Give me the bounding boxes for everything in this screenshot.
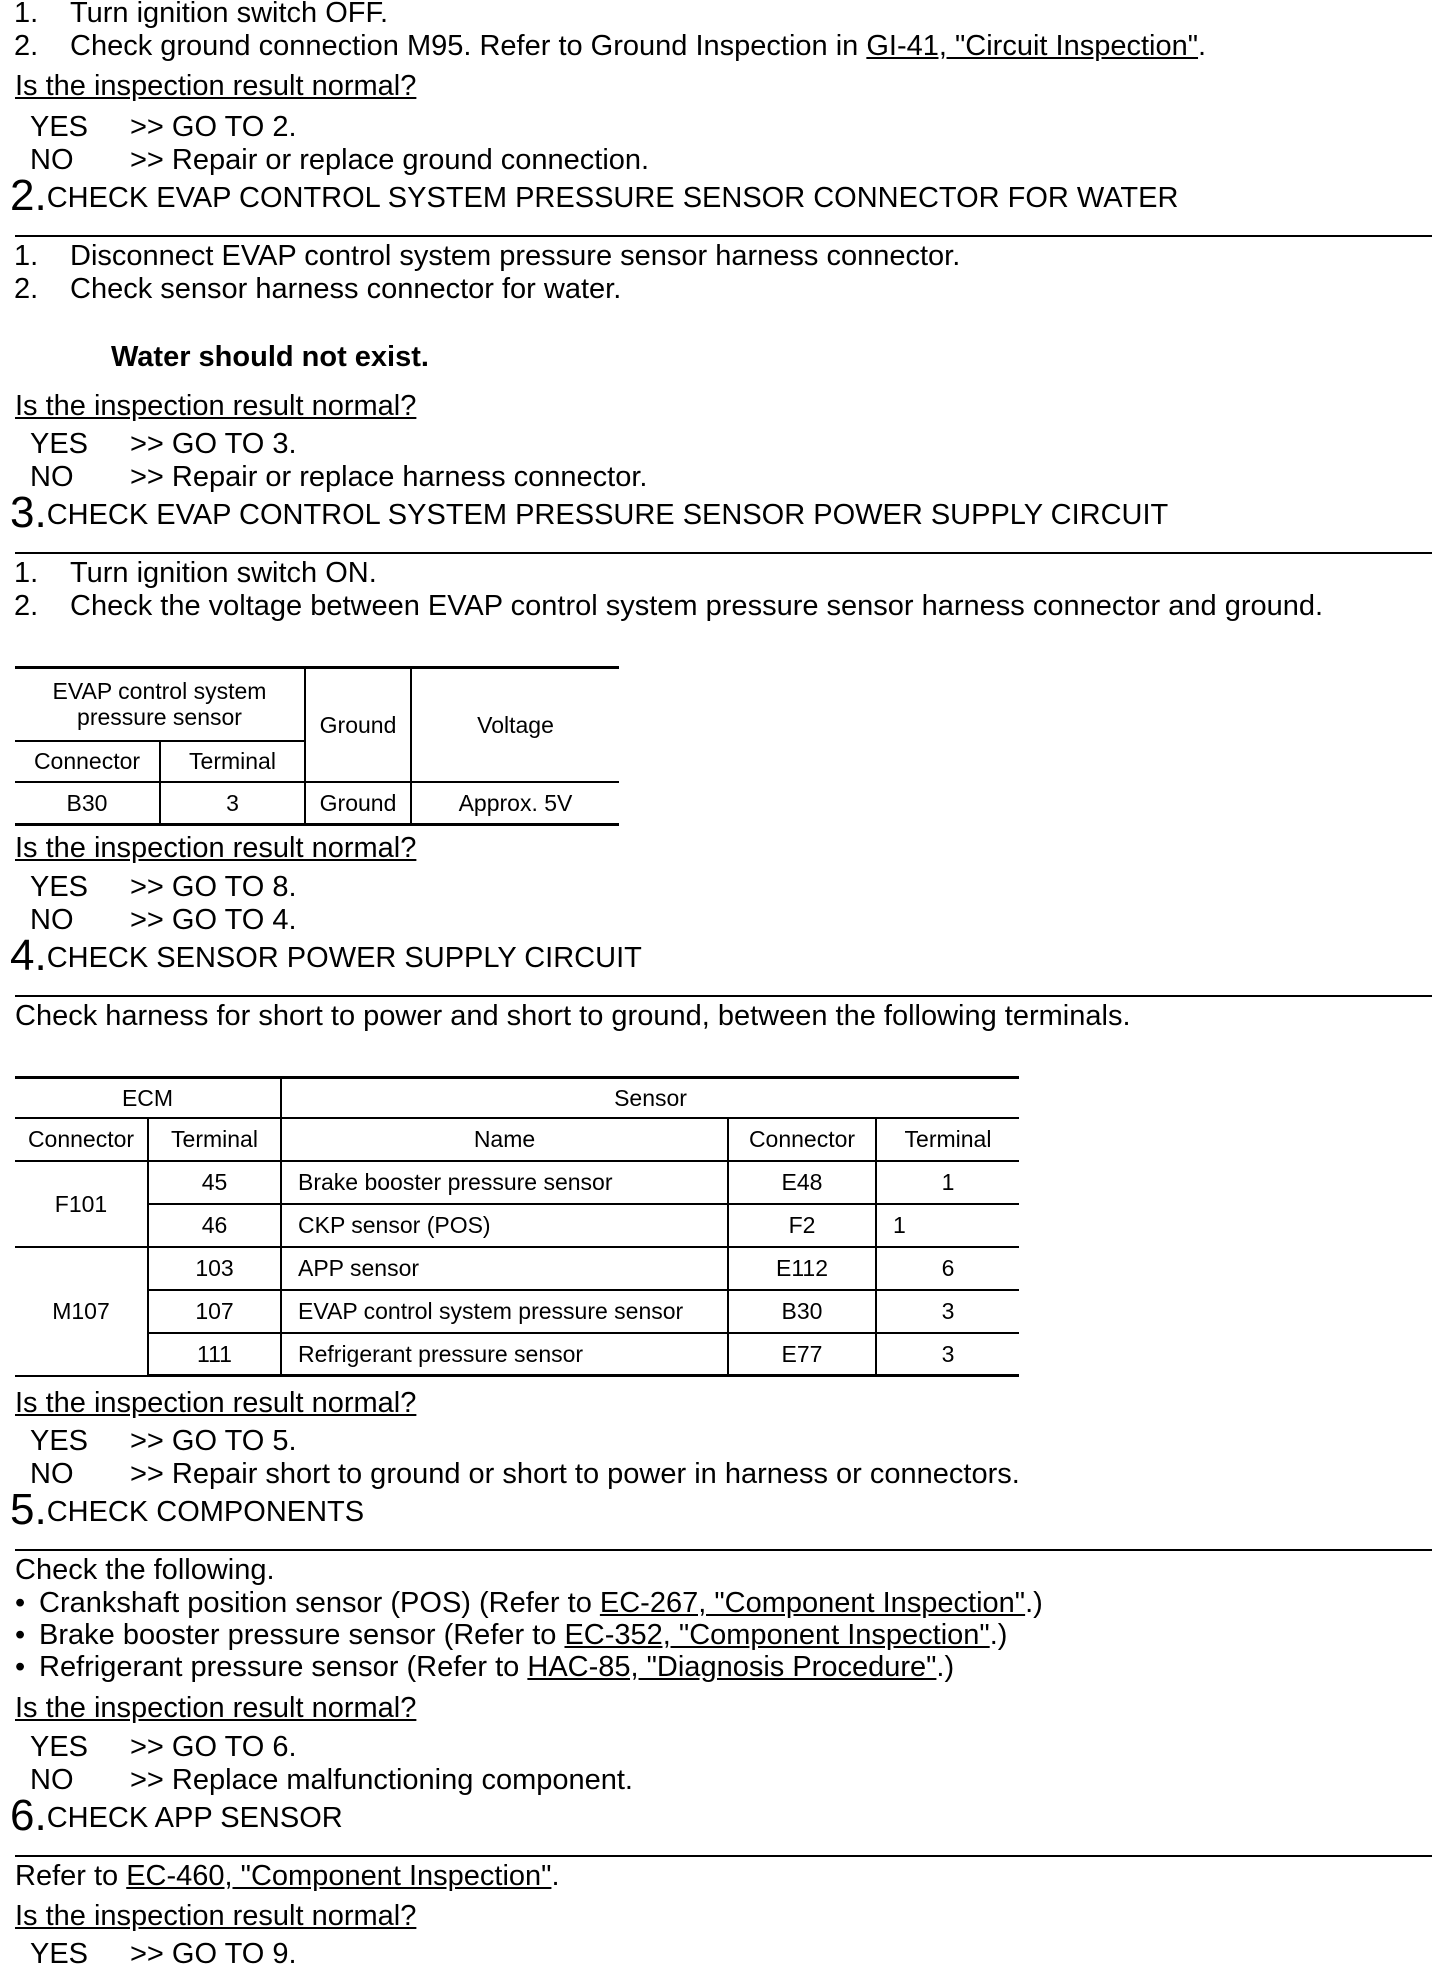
yes-action: >> GO TO 2. — [130, 111, 297, 143]
step4-intro: Check harness for short to power and short to ground, between the following terminals. — [15, 1000, 1131, 1032]
yes-label: YES — [30, 428, 89, 460]
cell-sensor-connector: B30 — [728, 1290, 876, 1333]
step5-intro: Check the following. — [15, 1554, 275, 1586]
cell-connector: B30 — [15, 782, 160, 825]
step-divider — [15, 995, 1432, 997]
step-divider — [15, 552, 1432, 554]
item-number: 2. — [14, 590, 39, 622]
yes-action: >> GO TO 6. — [130, 1731, 297, 1763]
table-row — [15, 1290, 1019, 1333]
cell-sensor-terminal: 3 — [876, 1290, 1019, 1333]
no-label: NO — [30, 461, 74, 493]
item-number: 2. — [14, 273, 39, 305]
cell-ecm-connector: M107 — [15, 1247, 148, 1376]
inspection-question: Is the inspection result normal? — [15, 832, 417, 864]
yes-label: YES — [30, 1425, 89, 1457]
no-action: >> Replace malfunctioning component. — [130, 1764, 633, 1796]
inspection-question: Is the inspection result normal? — [15, 390, 417, 422]
cell-voltage: Approx. 5V — [411, 782, 619, 825]
step-title: CHECK EVAP CONTROL SYSTEM PRESSURE SENSOR POWER SUPPLY CIRCUIT — [46, 499, 1169, 531]
step6-refer: Refer to EC-460, "Component Inspection". — [15, 1860, 560, 1892]
table-subheader-row — [15, 1118, 1019, 1161]
inspection-question: Is the inspection result normal? — [15, 1692, 417, 1724]
cell-ecm-terminal: 111 — [148, 1333, 281, 1376]
yes-label: YES — [30, 1938, 89, 1970]
ec-352-link[interactable]: EC-352, "Component Inspection" — [564, 1619, 990, 1651]
step2-heading — [10, 171, 1179, 220]
inspection-question: Is the inspection result normal? — [15, 70, 417, 102]
step-number: 5. — [10, 1485, 47, 1534]
list-item: • Brake booster pressure sensor (Refer to EC-352, "Component Inspection".) — [15, 1619, 1043, 1651]
yes-action: >> GO TO 5. — [130, 1425, 297, 1457]
item-text: Disconnect EVAP control system pressure sensor harness connector. — [70, 240, 961, 272]
table-header-row — [15, 1078, 1019, 1118]
inspection-question: Is the inspection result normal? — [15, 1387, 417, 1419]
header-terminal: Terminal — [160, 741, 305, 782]
cell-sensor-name: Brake booster pressure sensor — [281, 1161, 728, 1204]
no-action: >> Repair or replace harness connector. — [130, 461, 648, 493]
table-header-row — [15, 668, 619, 741]
no-action: >> GO TO 4. — [130, 904, 297, 936]
table-row — [15, 782, 619, 825]
step-number: 4. — [10, 931, 47, 980]
item-number: 1. — [14, 240, 39, 272]
list-item: • Refrigerant pressure sensor (Refer to HAC-85, "Diagnosis Procedure".) — [15, 1651, 1043, 1683]
header-ecm: ECM — [15, 1078, 281, 1118]
step-number: 2. — [10, 171, 47, 220]
header-sensor: EVAP control system pressure sensor — [15, 668, 305, 741]
no-action: >> Repair or replace ground connection. — [130, 144, 650, 176]
cell-sensor-terminal: 6 — [876, 1247, 1019, 1290]
yes-action: >> GO TO 3. — [130, 428, 297, 460]
yes-action: >> GO TO 8. — [130, 871, 297, 903]
header-sensor-connector: Connector — [728, 1118, 876, 1161]
ec-267-link[interactable]: EC-267, "Component Inspection" — [599, 1587, 1026, 1619]
table-row — [15, 1333, 1019, 1376]
item-number: 1. — [14, 0, 39, 29]
yes-label: YES — [30, 1731, 89, 1763]
no-action: >> Repair short to ground or short to power in harness or connectors. — [130, 1458, 1020, 1490]
step3-heading — [10, 488, 1169, 537]
no-label: NO — [30, 1764, 74, 1796]
cell-ecm-terminal: 45 — [148, 1161, 281, 1204]
cell-sensor-connector: E77 — [728, 1333, 876, 1376]
cell-ecm-terminal: 107 — [148, 1290, 281, 1333]
hac-85-link[interactable]: HAC-85, "Diagnosis Procedure" — [527, 1651, 937, 1683]
item-text: Check ground connection M95. Refer to Ground Inspection in GI-41, "Circuit Inspection". — [70, 30, 1207, 62]
cell-sensor-name: CKP sensor (POS) — [281, 1204, 728, 1247]
yes-action: >> GO TO 9. — [130, 1938, 297, 1970]
header-connector: Connector — [15, 741, 160, 782]
header-ground: Ground — [305, 668, 411, 782]
no-label: NO — [30, 1458, 74, 1490]
yes-label: YES — [30, 871, 89, 903]
cell-ecm-terminal: 46 — [148, 1204, 281, 1247]
step5-heading — [10, 1485, 365, 1534]
cell-sensor-name: Refrigerant pressure sensor — [281, 1333, 728, 1376]
cell-ecm-connector: F101 — [15, 1161, 148, 1247]
header-name: Name — [281, 1118, 728, 1161]
cell-sensor-connector: E48 — [728, 1161, 876, 1204]
step-title: CHECK SENSOR POWER SUPPLY CIRCUIT — [46, 942, 642, 974]
header-sensor: Sensor — [281, 1078, 1019, 1118]
step-divider — [15, 1855, 1432, 1857]
header-sensor-terminal: Terminal — [876, 1118, 1019, 1161]
header-terminal: Terminal — [148, 1118, 281, 1161]
item-text: Turn ignition switch OFF. — [70, 0, 389, 29]
step-number: 3. — [10, 488, 47, 537]
cell-sensor-name: APP sensor — [281, 1247, 728, 1290]
item-text: Check sensor harness connector for water. — [70, 273, 622, 305]
step-number: 6. — [10, 1791, 47, 1840]
voltage-check-table — [15, 666, 619, 826]
cell-sensor-connector: E112 — [728, 1247, 876, 1290]
item-number: 2. — [14, 30, 39, 62]
cell-terminal: 3 — [160, 782, 305, 825]
step-title: CHECK COMPONENTS — [46, 1496, 365, 1528]
component-list — [15, 1587, 1043, 1683]
table-row — [15, 1204, 1019, 1247]
ec-460-link[interactable]: EC-460, "Component Inspection" — [126, 1860, 552, 1892]
water-note: Water should not exist. — [111, 341, 429, 373]
step-divider — [15, 235, 1432, 237]
cell-sensor-terminal: 1 — [876, 1161, 1019, 1204]
cell-ground: Ground — [305, 782, 411, 825]
step4-heading — [10, 931, 642, 980]
step-title: CHECK EVAP CONTROL SYSTEM PRESSURE SENSOR CONNECTOR FOR WATER — [46, 182, 1179, 214]
sensor-power-table — [15, 1076, 1019, 1377]
cell-ecm-terminal: 103 — [148, 1247, 281, 1290]
header-connector: Connector — [15, 1118, 148, 1161]
cell-sensor-terminal: 3 — [876, 1333, 1019, 1376]
step-title: CHECK APP SENSOR — [46, 1802, 343, 1834]
item-text: Turn ignition switch ON. — [70, 557, 377, 589]
no-label: NO — [30, 144, 74, 176]
header-voltage: Voltage — [411, 668, 619, 782]
step6-heading — [10, 1791, 343, 1840]
list-item: • Crankshaft position sensor (POS) (Refer to EC-267, "Component Inspection".) — [15, 1587, 1043, 1619]
cell-sensor-connector: F2 — [728, 1204, 876, 1247]
inspection-question: Is the inspection result normal? — [15, 1900, 417, 1932]
cell-sensor-name: EVAP control system pressure sensor — [281, 1290, 728, 1333]
step-divider — [15, 1549, 1432, 1551]
table-row — [15, 1161, 1019, 1204]
item-text: Check the voltage between EVAP control system pressure sensor harness connector and ground. — [70, 590, 1324, 622]
cell-sensor-terminal: 1 — [876, 1204, 1019, 1247]
table-row — [15, 1247, 1019, 1290]
gi-41-link[interactable]: GI-41, "Circuit Inspection" — [866, 30, 1199, 62]
item-number: 1. — [14, 557, 39, 589]
yes-label: YES — [30, 111, 89, 143]
no-label: NO — [30, 904, 74, 936]
